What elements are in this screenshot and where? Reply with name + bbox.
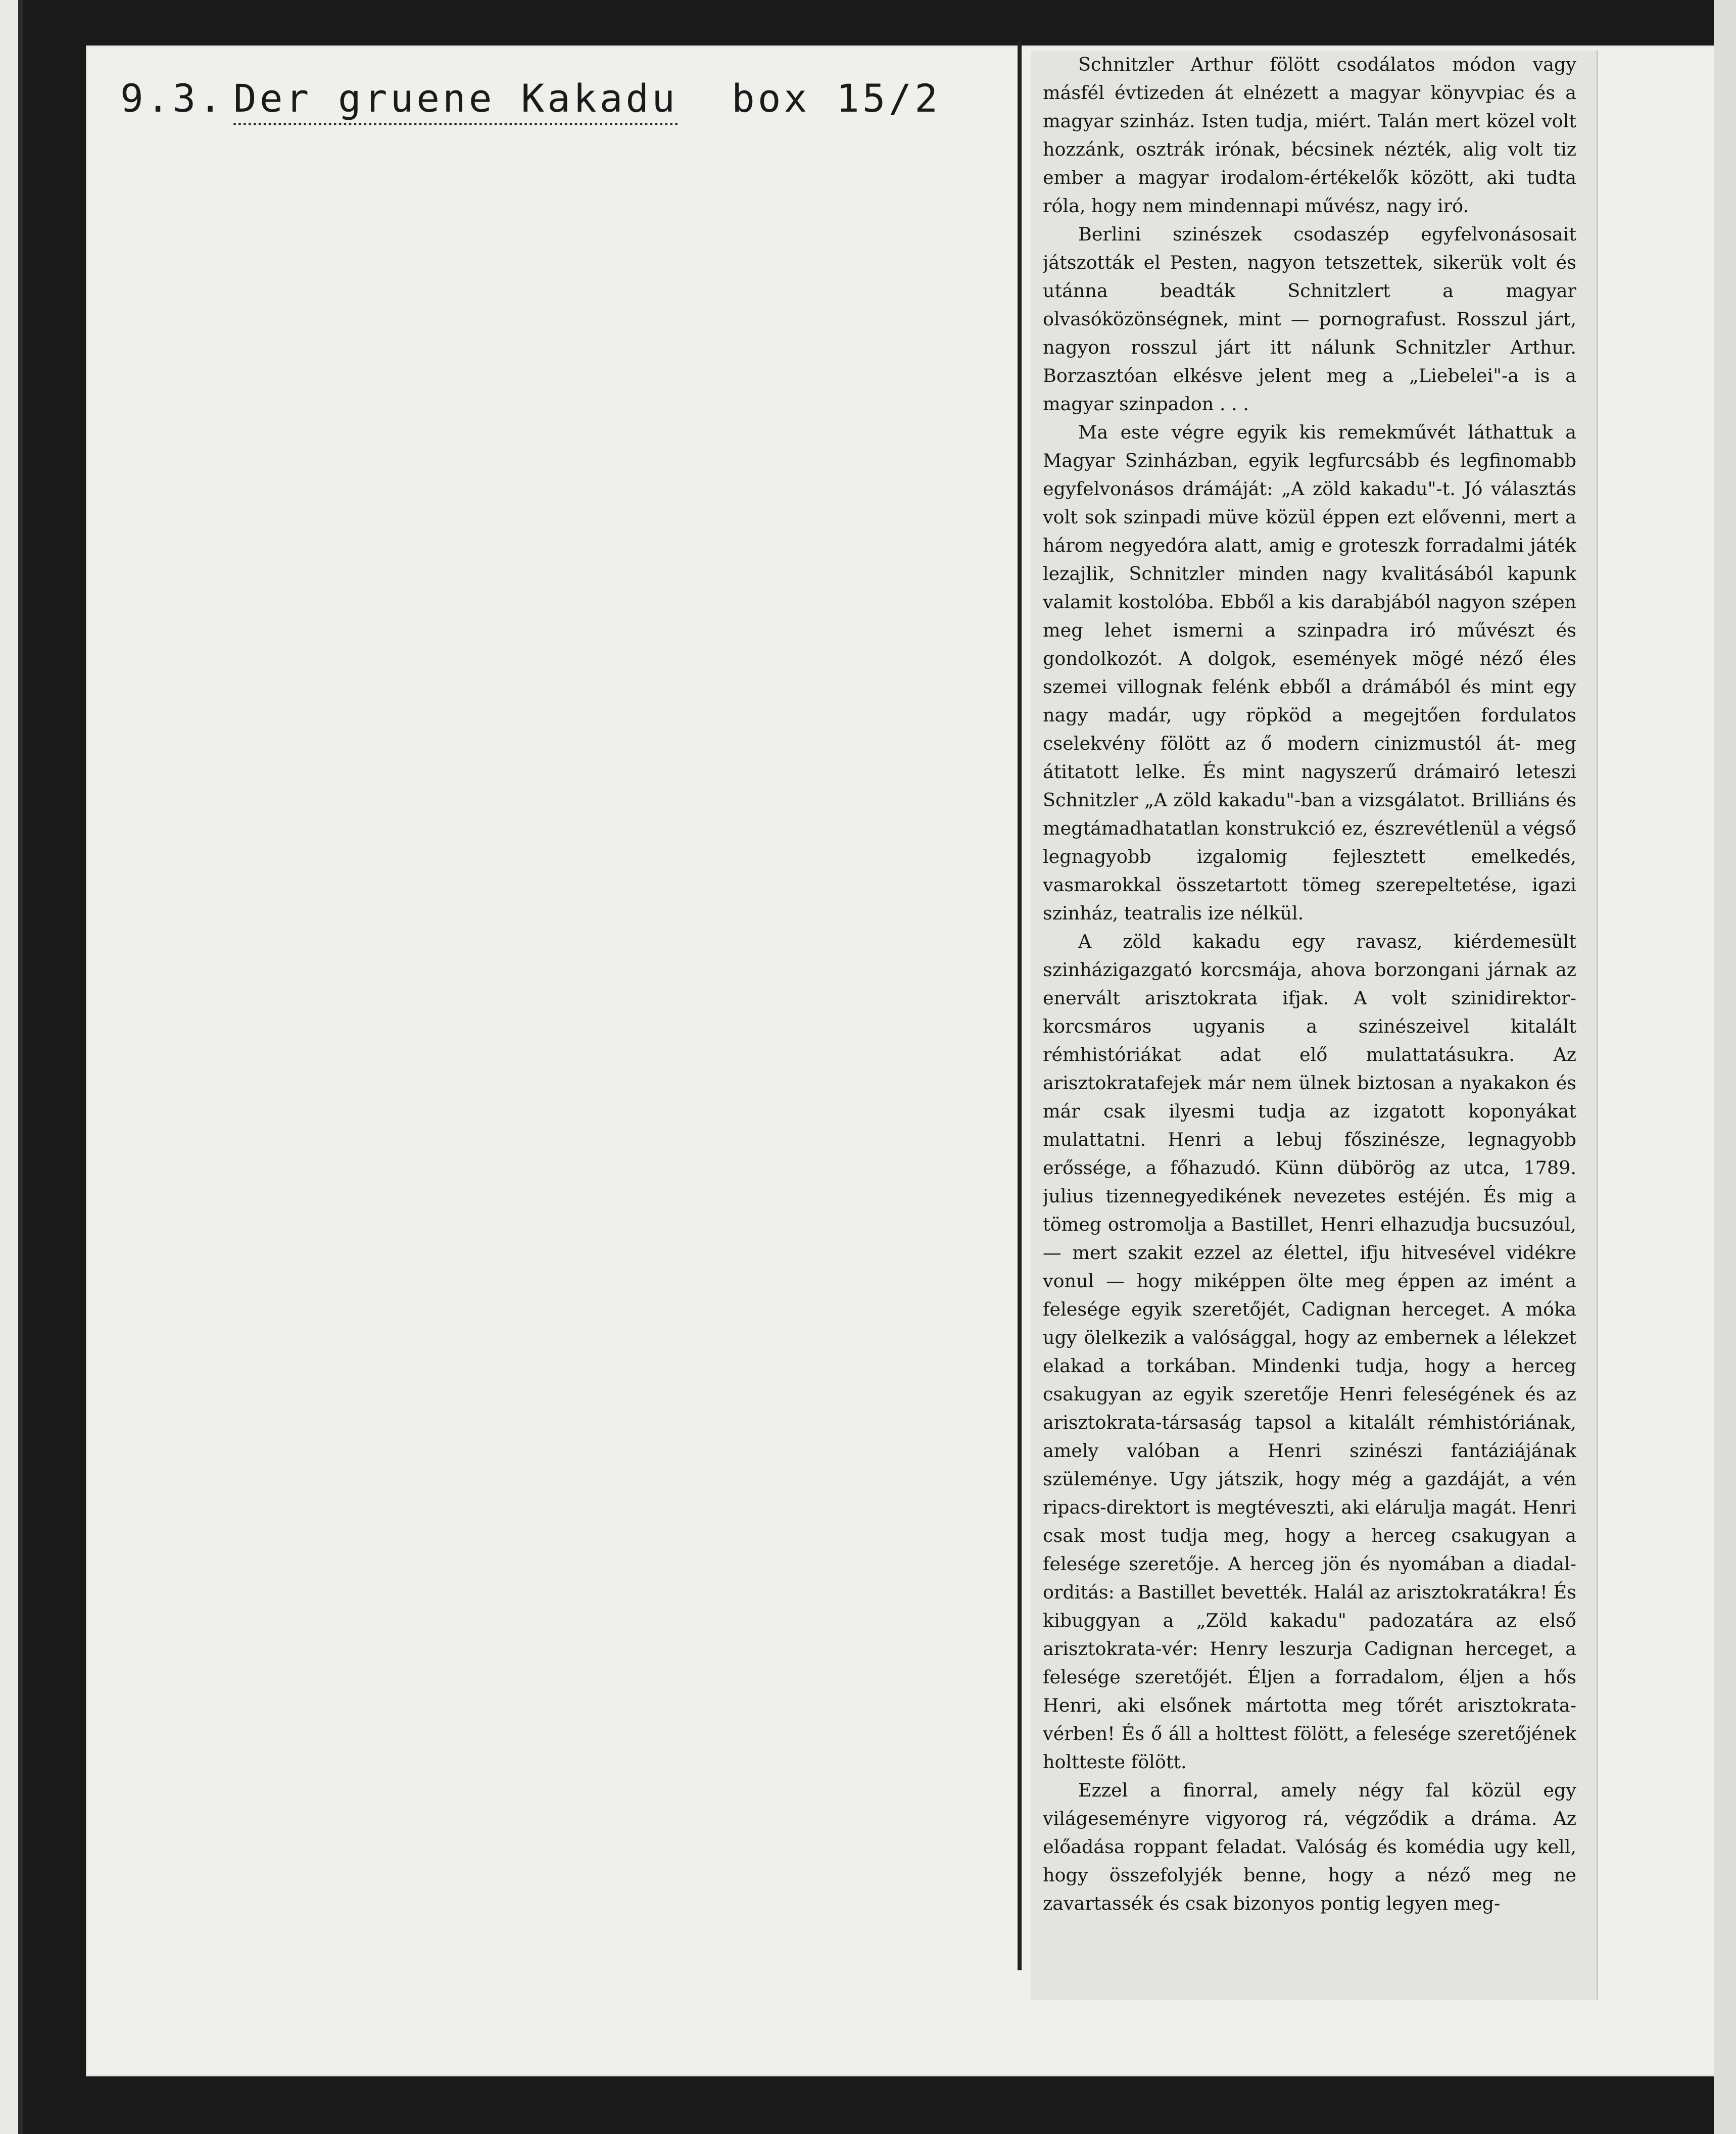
left-border-shadow	[18, 0, 23, 2134]
left-page-edge	[0, 0, 18, 2134]
article-text	[1043, 51, 1576, 1991]
clipping-fold-line	[1018, 40, 1022, 1970]
newspaper-clipping	[1031, 51, 1598, 2000]
article-paragraph-5: Ezzel a finorral, amely négy fal közül egy világeseményre vigyorog rá, végződik a dráma. Az előadása roppant feladat. Valóság és komédia ugy kell, hogy összefolyjék benne, hogy a néző meg ne zavartassék és csak bizonyos pontig legyen meg-	[1043, 1779, 1576, 1914]
article-paragraph-2: Berlini szinészek csodaszép egyfelvonásosait játszották el Pesten, nagyon tetszettek, sikerük volt és utánna beadták Schnitzlert a magyar olvasóközönségnek, mint — pornografust. Rosszul járt, nagyon rosszul járt itt nálunk Schnitzler Arthur. Borzasztóan elkésve jelent meg a „Liebelei"-a is a magyar szinpadon . . .	[1043, 223, 1576, 415]
article-paragraph-1: Schnitzler Arthur fölött csodálatos módon vagy másfél évtizeden át elnézett a magyar könyvpiac és a magyar szinház. Isten tudja, miért. Talán mert közel volt hozzánk, osztrák irónak, bécsinek nézték, alig volt tiz ember a magyar irodalom-értékelők között, aki tudta róla, hogy nem mindennapi művész, nagy iró.	[1043, 54, 1576, 217]
section-number: 9.3.	[120, 76, 225, 121]
work-title: Der gruene Kakadu	[233, 76, 678, 125]
archive-header	[120, 76, 979, 136]
article-paragraph-3: Ma este végre egyik kis remekművét láthattuk a Magyar Szinházban, egyik legfurcsább és legfinomabb egyfelvonásos drámáját: „A zöld kakadu"-t. Jó választás volt sok szinpadi müve közül éppen ezt elővenni, mert a három negyedóra alatt, amig e groteszk forradalmi játék lezajlik, Schnitzler minden nagy kvalitásából kapunk valamit kostolóba. Ebből a kis darabjából nagyon szépen meg lehet ismerni a szinpadra iró művészt és gondolkozót. A dolgok, események mögé néző éles szemei villognak felénk ebből a drámából és mint egy nagy madár, ugy röpköd a megejtően fordulatos cselekvény fölött az ő modern cinizmustól át- meg átitatott lelke. És mint nagyszerű drámairó leteszi Schnitzler „A zöld kakadu"-ban a vizsgálatot. Brilliáns és megtámadhatatlan konstrukció ez, észrevétlenül a végső legnagyobb izgalomig fejlesztett emelkedés, vasmarokkal összetartott tömeg szerepeltetése, igazi szinház, teatralis ize nélkül.	[1043, 421, 1576, 924]
right-page-edge	[1714, 0, 1736, 2134]
box-label: box 15/2	[732, 76, 941, 121]
article-paragraph-4: A zöld kakadu egy ravasz, kiérdemesült szinházigazgató korcsmája, ahova borzongani járnak az enervált arisztokrata ifjak. A volt szinidirektor-korcsmáros ugyanis a szinészeivel kitalált rémhistóriákat adat elő mulattatásukra. Az arisztokratafejek már nem ülnek biztosan a nyakakon és már csak ilyesmi tudja az izgatott koponyákat mulattatni. Henri a lebuj főszinésze, legnagyobb erőssége, a főhazudó. Künn dübörög az utca, 1789. julius tizennegyedikének nevezetes estéjén. És mig a tömeg ostromolja a Bastillet, Henri elhazudja bucsuzóul, — mert szakit ezzel az élettel, ifju hitvesével vidékre vonul — hogy miképpen ölte meg éppen az imént a felesége egyik szeretőjét, Cadignan herceget. A móka ugy ölelkezik a valósággal, hogy az embernek a lélekzet elakad a torkában. Mindenki tudja, hogy a herceg csakugyan az egyik szeretője Henri feleségének és az arisztokrata-társaság tapsol a kitalált rémhistóriának, amely valóban a Henri szinészi fantáziájának szüleménye. Ugy játszik, hogy még a gazdáját, a vén ripacs-direktort is megtéveszti, aki elárulja magát. Henri csak most tudja meg, hogy a herceg csakugyan a felesége szeretője. A herceg jön és nyomában a diadal-orditás: a Bastillet bevették. Halál az arisztokratákra! És kibuggyan a „Zöld kakadu" padozatára az első arisztokrata-vér: Henry leszurja Cadignan herceget, a felesége szeretőjét. Éljen a forradalom, éljen a hős Henri, aki elsőnek mártotta meg tőrét arisztokrata-vérben! És ő áll a holttest fölött, a felesége szeretőjének holtteste fölött.	[1043, 931, 1576, 1773]
